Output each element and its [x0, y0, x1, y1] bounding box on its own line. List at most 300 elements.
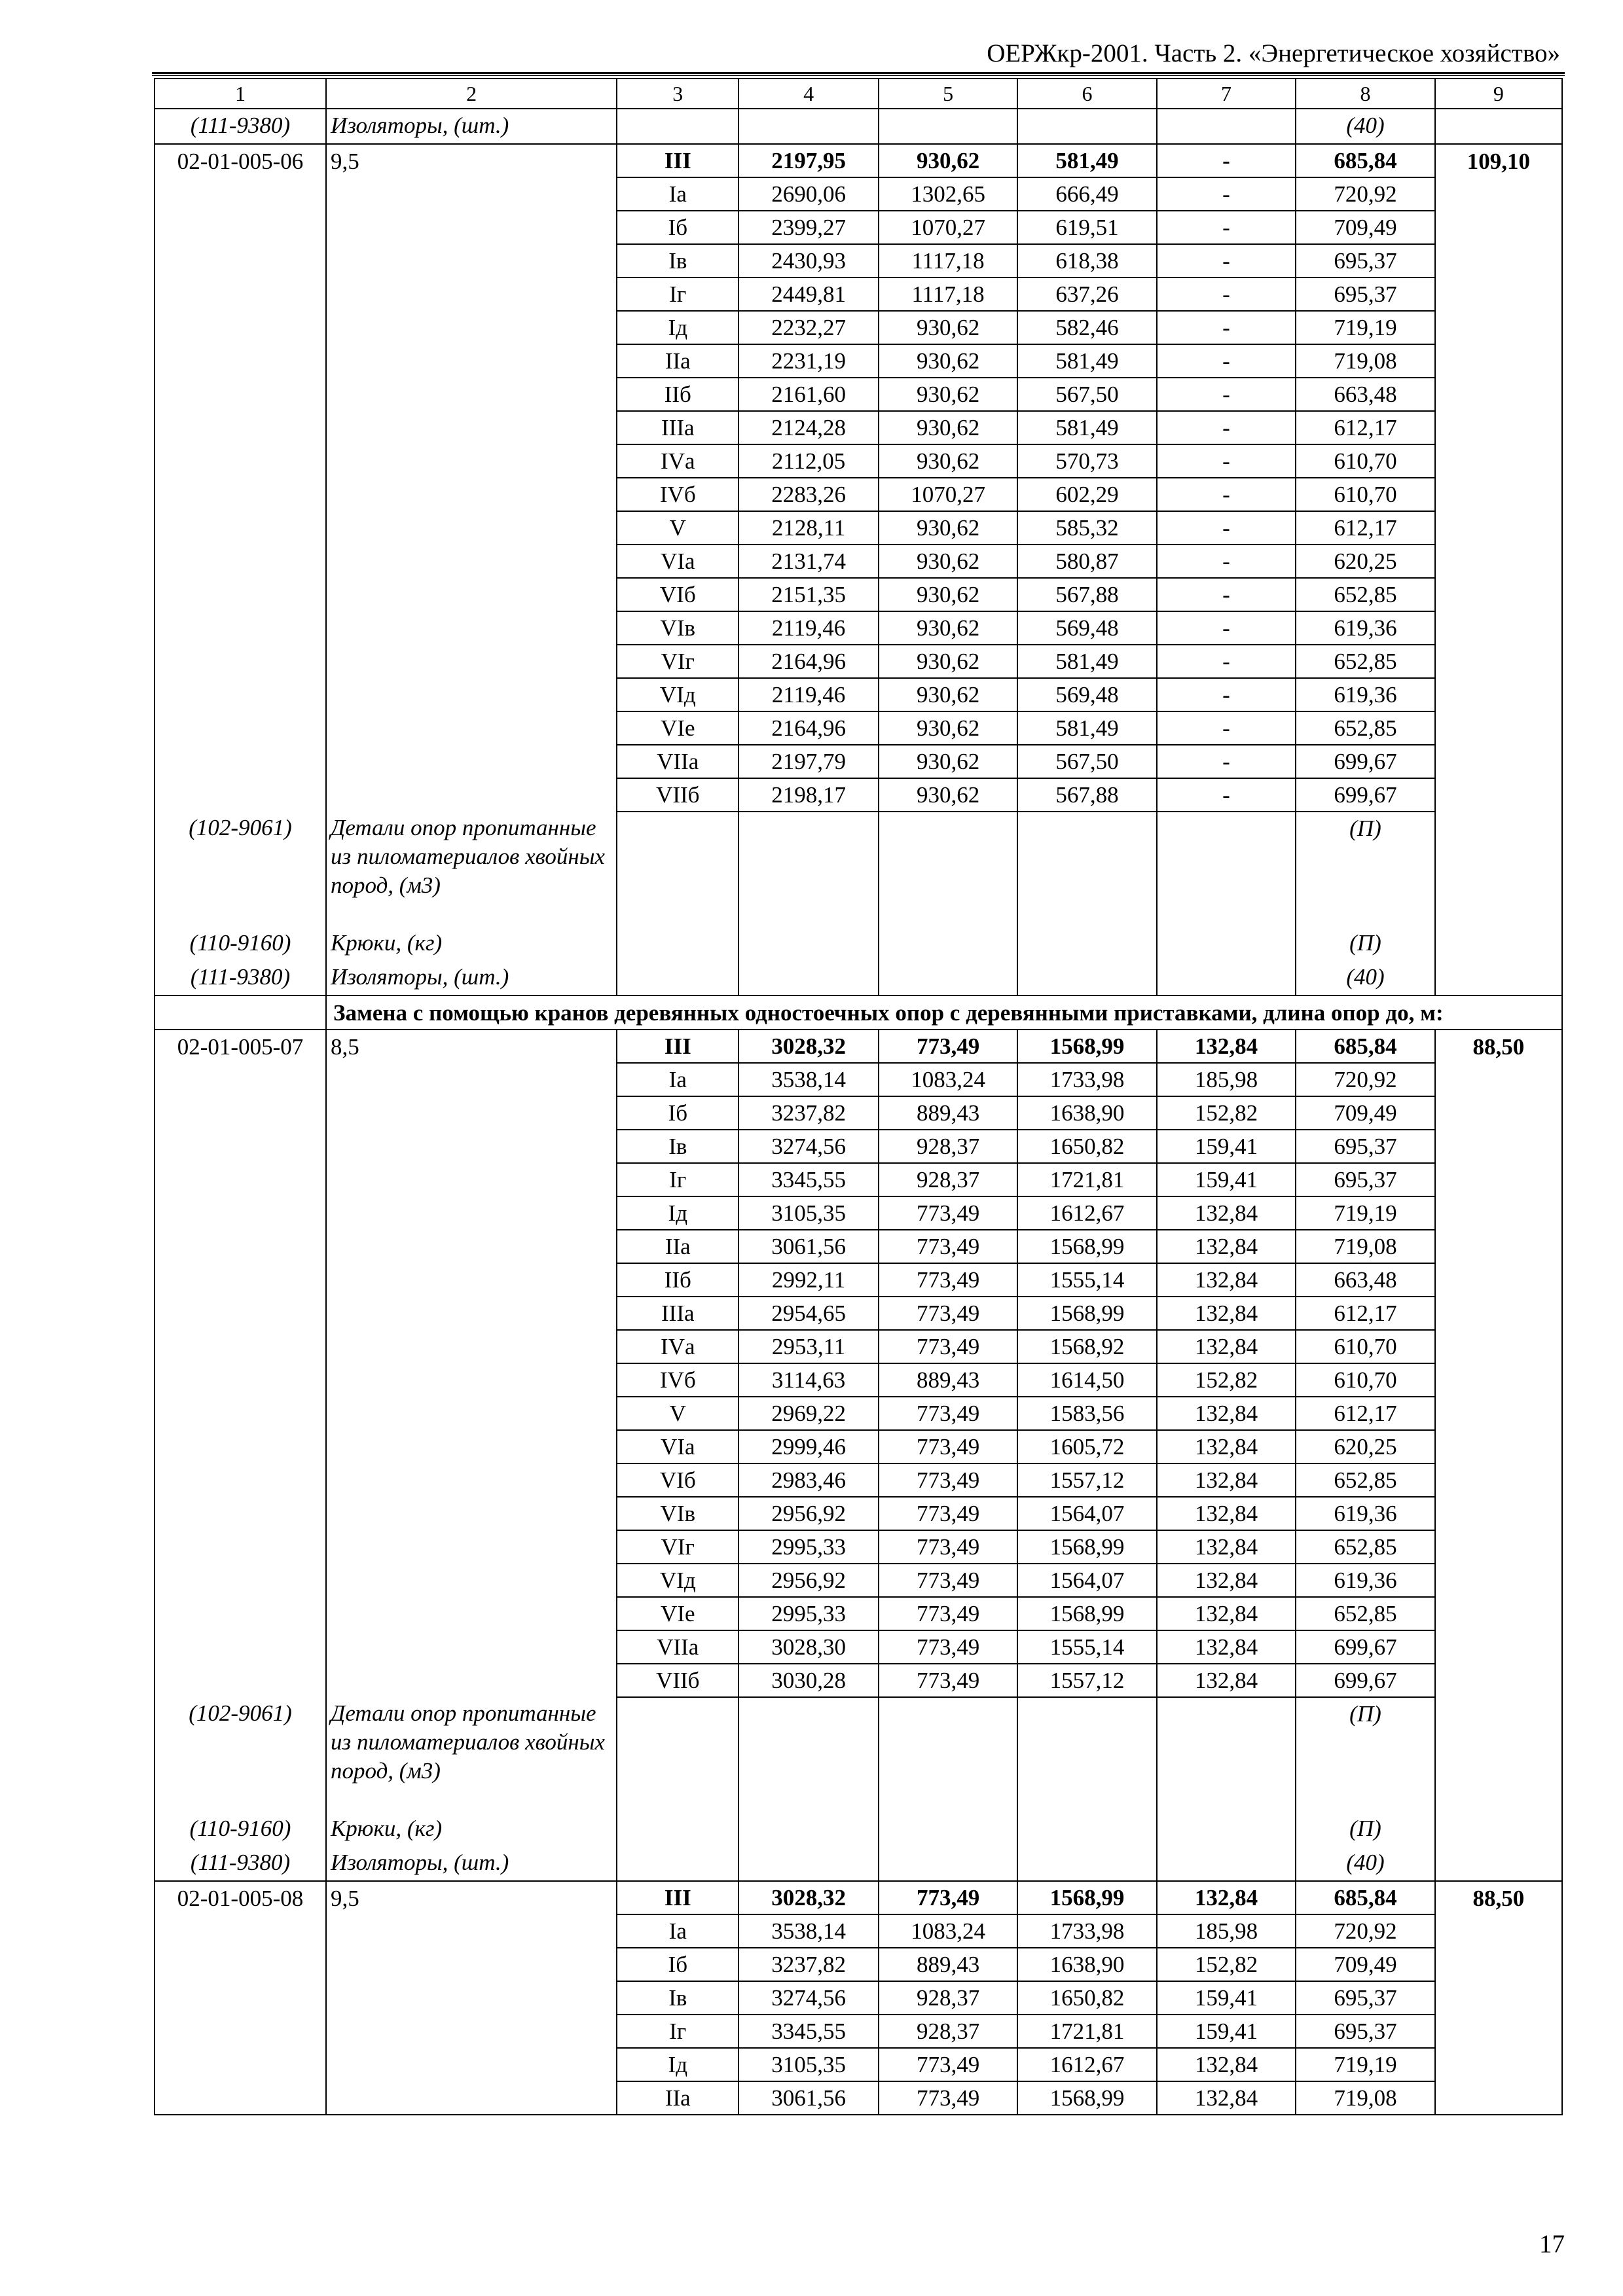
driver-wages: - [1157, 378, 1296, 411]
resource-name: Изоляторы, (шт.) [326, 109, 617, 144]
table-cell [326, 745, 617, 778]
table-cell [739, 109, 878, 144]
table-cell [155, 211, 326, 244]
zone: VIд [617, 1564, 739, 1597]
zone: IIа [617, 1230, 739, 1263]
table-cell [326, 1664, 617, 1697]
resource-code: (111-9380) [155, 1846, 326, 1881]
table-cell [1435, 244, 1562, 278]
direct-costs: 3105,35 [739, 1196, 878, 1230]
zone-row [155, 1463, 1562, 1497]
table-cell [1017, 1846, 1156, 1881]
table-cell [155, 645, 326, 678]
materials-costs: 652,85 [1296, 1597, 1434, 1630]
table-cell [879, 1697, 1017, 1812]
table-cell [155, 411, 326, 444]
labor-costs: 1083,24 [879, 1063, 1017, 1096]
section-heading: Замена с помощью кранов деревянных одностоечных опор с деревянными приставками, длина опор до, м: [326, 996, 1562, 1030]
zone-row [155, 511, 1562, 545]
labor-costs: 1070,27 [879, 211, 1017, 244]
driver-wages: 159,41 [1157, 1981, 1296, 2015]
resource-row [155, 927, 1562, 961]
table-cell [155, 378, 326, 411]
table-cell [326, 1163, 617, 1196]
zone-row [155, 1096, 1562, 1130]
direct-costs: 3105,35 [739, 2048, 878, 2081]
zone-row [155, 578, 1562, 611]
labor-costs: 773,49 [879, 1564, 1017, 1597]
table-cell [1017, 109, 1156, 144]
resource-code: (111-9380) [155, 109, 326, 144]
machine-costs: 569,48 [1017, 678, 1156, 711]
driver-wages: 152,82 [1157, 1948, 1296, 1981]
table-cell [1435, 1263, 1562, 1297]
direct-costs: 2119,46 [739, 611, 878, 645]
resource-quantity: (40) [1296, 961, 1434, 996]
resource-code: (111-9380) [155, 961, 326, 996]
zone: Iб [617, 211, 739, 244]
table-cell [155, 2081, 326, 2115]
direct-costs: 2128,11 [739, 511, 878, 545]
zone-row [155, 311, 1562, 344]
machine-costs: 1721,81 [1017, 2015, 1156, 2048]
labor-costs: 889,43 [879, 1096, 1017, 1130]
zone: VIг [617, 645, 739, 678]
machine-costs: 1733,98 [1017, 1914, 1156, 1948]
table-cell [326, 1397, 617, 1430]
table-cell [155, 778, 326, 812]
materials-costs: 619,36 [1296, 1564, 1434, 1597]
table-cell [155, 545, 326, 578]
direct-costs: 3274,56 [739, 1130, 878, 1163]
table-cell [155, 745, 326, 778]
zone-row [155, 1564, 1562, 1597]
table-cell [155, 344, 326, 378]
machine-costs: 602,29 [1017, 478, 1156, 511]
table-cell [155, 1363, 326, 1397]
table-cell [1435, 1981, 1562, 2015]
labor-costs: 773,49 [879, 1330, 1017, 1363]
pole-length: 8,5 [326, 1030, 617, 1063]
table-cell [1435, 378, 1562, 411]
materials-costs: 612,17 [1296, 1397, 1434, 1430]
table-cell [617, 1697, 739, 1812]
machine-costs: 1638,90 [1017, 1948, 1156, 1981]
materials-costs: 720,92 [1296, 1914, 1434, 1948]
labor-hours: 88,50 [1435, 1030, 1562, 1063]
zone: VIб [617, 578, 739, 611]
table-cell [1017, 927, 1156, 961]
table-cell [155, 1564, 326, 1597]
table-cell [1435, 311, 1562, 344]
table-cell [326, 211, 617, 244]
driver-wages: 152,82 [1157, 1096, 1296, 1130]
labor-costs: 773,49 [879, 1664, 1017, 1697]
labor-costs: 930,62 [879, 511, 1017, 545]
driver-wages: - [1157, 645, 1296, 678]
labor-costs: 773,49 [879, 1230, 1017, 1263]
column-number-row [155, 79, 1562, 109]
machine-costs: 618,38 [1017, 244, 1156, 278]
materials-costs: 699,67 [1296, 1630, 1434, 1664]
resource-name: Изоляторы, (шт.) [326, 961, 617, 996]
driver-wages: 132,84 [1157, 1330, 1296, 1363]
table-cell [155, 511, 326, 545]
resource-row [155, 961, 1562, 996]
column-number: 9 [1435, 79, 1562, 109]
zone: III [617, 1030, 739, 1063]
zone-row [155, 177, 1562, 211]
labor-costs: 930,62 [879, 344, 1017, 378]
table-cell [1435, 645, 1562, 678]
table-cell [1435, 278, 1562, 311]
zone: Iг [617, 2015, 739, 2048]
zone: Iа [617, 1914, 739, 1948]
machine-costs: 567,50 [1017, 745, 1156, 778]
zone: Iа [617, 177, 739, 211]
resource-code: (102-9061) [155, 812, 326, 927]
rate-code: 02-01-005-06 [155, 144, 326, 177]
driver-wages: 132,84 [1157, 1030, 1296, 1063]
materials-costs: 619,36 [1296, 611, 1434, 645]
column-number: 5 [879, 79, 1017, 109]
header-rule-thin [152, 75, 1565, 76]
labor-costs: 773,49 [879, 1430, 1017, 1463]
table-cell [155, 1330, 326, 1363]
driver-wages: - [1157, 545, 1296, 578]
direct-costs: 3061,56 [739, 1230, 878, 1263]
table-cell [1435, 1846, 1562, 1881]
zone-row [155, 611, 1562, 645]
driver-wages: 132,84 [1157, 2048, 1296, 2081]
machine-costs: 1605,72 [1017, 1430, 1156, 1463]
table-cell [739, 1846, 878, 1881]
machine-costs: 1721,81 [1017, 1163, 1156, 1196]
materials-costs: 685,84 [1296, 1030, 1434, 1063]
labor-costs: 1117,18 [879, 244, 1017, 278]
table-cell [1435, 1230, 1562, 1263]
direct-costs: 2954,65 [739, 1297, 878, 1330]
table-cell [1157, 1812, 1296, 1846]
direct-costs: 2151,35 [739, 578, 878, 611]
table-cell [1435, 511, 1562, 545]
resource-row [155, 1697, 1562, 1812]
table-cell [155, 1530, 326, 1564]
resource-row [155, 109, 1562, 144]
resource-name: Детали опор пропитанные из пиломатериалов хвойных пород, (м3) [326, 812, 617, 927]
table-cell [1435, 961, 1562, 996]
zone: IVа [617, 444, 739, 478]
labor-hours: 88,50 [1435, 1881, 1562, 1914]
driver-wages: 132,84 [1157, 1530, 1296, 1564]
zone: IIб [617, 1263, 739, 1297]
labor-costs: 928,37 [879, 1981, 1017, 2015]
direct-costs: 2112,05 [739, 444, 878, 478]
materials-costs: 699,67 [1296, 778, 1434, 812]
table-cell [155, 478, 326, 511]
table-cell [739, 1812, 878, 1846]
table-cell [739, 812, 878, 927]
driver-wages: 132,84 [1157, 1664, 1296, 1697]
table-cell [326, 311, 617, 344]
machine-costs: 1564,07 [1017, 1497, 1156, 1530]
table-cell [326, 378, 617, 411]
labor-costs: 1070,27 [879, 478, 1017, 511]
table-cell [326, 1597, 617, 1630]
table-cell [1435, 1564, 1562, 1597]
zone: IIб [617, 378, 739, 411]
table-cell [326, 278, 617, 311]
materials-costs: 652,85 [1296, 711, 1434, 745]
table-cell [1157, 109, 1296, 144]
table-cell [1157, 1846, 1296, 1881]
zone-row [155, 745, 1562, 778]
labor-costs: 930,62 [879, 745, 1017, 778]
resource-quantity: (П) [1296, 1697, 1434, 1812]
table-cell [1435, 344, 1562, 378]
materials-costs: 620,25 [1296, 1430, 1434, 1463]
table-cell [326, 344, 617, 378]
zone-row [155, 1063, 1562, 1096]
driver-wages: - [1157, 578, 1296, 611]
zone-row [155, 444, 1562, 478]
zone: VIе [617, 711, 739, 745]
table-cell [1157, 961, 1296, 996]
materials-costs: 719,19 [1296, 2048, 1434, 2081]
driver-wages: 132,84 [1157, 1196, 1296, 1230]
table-cell [155, 444, 326, 478]
driver-wages: 132,84 [1157, 1881, 1296, 1914]
table-cell [155, 611, 326, 645]
table-cell [155, 244, 326, 278]
materials-costs: 719,08 [1296, 2081, 1434, 2115]
materials-costs: 685,84 [1296, 1881, 1434, 1914]
machine-costs: 1568,99 [1017, 1881, 1156, 1914]
labor-costs: 773,49 [879, 1297, 1017, 1330]
table-cell [1157, 812, 1296, 927]
driver-wages: 185,98 [1157, 1914, 1296, 1948]
table-cell [1435, 444, 1562, 478]
table-cell [155, 1263, 326, 1297]
labor-costs: 773,49 [879, 1497, 1017, 1530]
materials-costs: 719,19 [1296, 1196, 1434, 1230]
zone-row [155, 545, 1562, 578]
table-cell [617, 812, 739, 927]
materials-costs: 610,70 [1296, 1330, 1434, 1363]
machine-costs: 581,49 [1017, 344, 1156, 378]
zone: IIа [617, 2081, 739, 2115]
zone-row [155, 678, 1562, 711]
table-cell [155, 1063, 326, 1096]
labor-costs: 773,49 [879, 1463, 1017, 1497]
table-cell [326, 1463, 617, 1497]
zone-row [155, 1230, 1562, 1263]
driver-wages: 132,84 [1157, 1430, 1296, 1463]
direct-costs: 2995,33 [739, 1597, 878, 1630]
driver-wages: - [1157, 211, 1296, 244]
column-number: 6 [1017, 79, 1156, 109]
zone: IVа [617, 1330, 739, 1363]
table-cell [326, 1914, 617, 1948]
direct-costs: 2197,95 [739, 144, 878, 177]
resource-row [155, 812, 1562, 927]
table-cell [326, 1263, 617, 1297]
machine-costs: 1568,99 [1017, 2081, 1156, 2115]
table-cell [1435, 1697, 1562, 1812]
table-cell [1435, 2048, 1562, 2081]
table-cell [1435, 1130, 1562, 1163]
direct-costs: 2231,19 [739, 344, 878, 378]
table-cell [326, 1630, 617, 1664]
direct-costs: 2399,27 [739, 211, 878, 244]
labor-costs: 1302,65 [879, 177, 1017, 211]
table-cell [1435, 1597, 1562, 1630]
section-heading-row [155, 996, 1562, 1030]
table-cell [1435, 1812, 1562, 1846]
driver-wages: - [1157, 478, 1296, 511]
machine-costs: 1568,92 [1017, 1330, 1156, 1363]
materials-costs: 620,25 [1296, 545, 1434, 578]
direct-costs: 2956,92 [739, 1497, 878, 1530]
direct-costs: 2124,28 [739, 411, 878, 444]
table-cell [1435, 1096, 1562, 1130]
materials-costs: 720,92 [1296, 177, 1434, 211]
labor-costs: 773,49 [879, 1397, 1017, 1430]
zone: Iг [617, 1163, 739, 1196]
table-cell [326, 1230, 617, 1263]
machine-costs: 1555,14 [1017, 1263, 1156, 1297]
driver-wages: 132,84 [1157, 2081, 1296, 2115]
table-cell [155, 711, 326, 745]
zone-row [155, 1497, 1562, 1530]
table-cell [326, 1096, 617, 1130]
zone: Iв [617, 1130, 739, 1163]
machine-costs: 580,87 [1017, 545, 1156, 578]
labor-costs: 930,62 [879, 378, 1017, 411]
labor-costs: 928,37 [879, 1130, 1017, 1163]
labor-costs: 889,43 [879, 1948, 1017, 1981]
zone: VIв [617, 1497, 739, 1530]
machine-costs: 581,49 [1017, 711, 1156, 745]
column-number: 7 [1157, 79, 1296, 109]
table-cell [155, 1914, 326, 1948]
materials-costs: 695,37 [1296, 1163, 1434, 1196]
zone: V [617, 511, 739, 545]
labor-costs: 773,49 [879, 1030, 1017, 1063]
table-cell [155, 1630, 326, 1664]
table-cell [326, 1130, 617, 1163]
table-cell [1435, 1196, 1562, 1230]
driver-wages: 132,84 [1157, 1230, 1296, 1263]
table-cell [1435, 2081, 1562, 2115]
labor-costs: 930,62 [879, 711, 1017, 745]
table-cell [1435, 578, 1562, 611]
machine-costs: 1568,99 [1017, 1030, 1156, 1063]
materials-costs: 695,37 [1296, 2015, 1434, 2048]
table-cell [879, 927, 1017, 961]
materials-costs: 695,37 [1296, 1981, 1434, 2015]
zone: Iд [617, 2048, 739, 2081]
driver-wages: 132,84 [1157, 1263, 1296, 1297]
table-cell [155, 1196, 326, 1230]
driver-wages: 132,84 [1157, 1497, 1296, 1530]
table-cell [879, 1846, 1017, 1881]
table-cell [1435, 109, 1562, 144]
materials-costs: 652,85 [1296, 1463, 1434, 1497]
table-cell [326, 2015, 617, 2048]
machine-costs: 570,73 [1017, 444, 1156, 478]
table-cell [155, 1163, 326, 1196]
labor-costs: 930,62 [879, 311, 1017, 344]
zone-row [155, 1914, 1562, 1948]
materials-costs: 612,17 [1296, 411, 1434, 444]
table-cell [326, 1981, 617, 2015]
table-cell [326, 2048, 617, 2081]
table-cell [326, 511, 617, 545]
machine-costs: 1564,07 [1017, 1564, 1156, 1597]
table-cell [1435, 745, 1562, 778]
table-cell [1435, 1330, 1562, 1363]
labor-costs: 928,37 [879, 2015, 1017, 2048]
zone: Iб [617, 1948, 739, 1981]
materials-costs: 699,67 [1296, 745, 1434, 778]
zone-row [155, 778, 1562, 812]
zone: Iв [617, 1981, 739, 2015]
zone: III [617, 144, 739, 177]
zone-row [155, 244, 1562, 278]
table-cell [326, 478, 617, 511]
column-number: 4 [739, 79, 878, 109]
table-cell [326, 2081, 617, 2115]
table-cell [155, 1297, 326, 1330]
column-number: 8 [1296, 79, 1434, 109]
materials-costs: 652,85 [1296, 645, 1434, 678]
labor-costs: 930,62 [879, 678, 1017, 711]
machine-costs: 581,49 [1017, 144, 1156, 177]
driver-wages: 159,41 [1157, 2015, 1296, 2048]
table-cell [155, 1664, 326, 1697]
table-cell [155, 311, 326, 344]
table-cell [326, 1430, 617, 1463]
table-cell [879, 961, 1017, 996]
materials-costs: 709,49 [1296, 1948, 1434, 1981]
machine-costs: 582,46 [1017, 311, 1156, 344]
table-cell [155, 1230, 326, 1263]
labor-costs: 773,49 [879, 1530, 1017, 1564]
table-cell [1435, 545, 1562, 578]
table-cell [1435, 678, 1562, 711]
table-cell [155, 1497, 326, 1530]
table-cell [155, 678, 326, 711]
table-cell [879, 109, 1017, 144]
page-number: 17 [1539, 2230, 1565, 2258]
zone: IIIа [617, 411, 739, 444]
pole-length: 9,5 [326, 144, 617, 177]
table-cell [326, 711, 617, 745]
machine-costs: 569,48 [1017, 611, 1156, 645]
table-cell [155, 1430, 326, 1463]
direct-costs: 3061,56 [739, 2081, 878, 2115]
materials-costs: 695,37 [1296, 1130, 1434, 1163]
resource-row [155, 1812, 1562, 1846]
running-header: ОЕРЖкр-2001. Часть 2. «Энергетическое хозяйство» [987, 39, 1560, 67]
zone-row [155, 378, 1562, 411]
resource-quantity: (П) [1296, 927, 1434, 961]
table-cell [326, 177, 617, 211]
resource-quantity: (40) [1296, 109, 1434, 144]
zone-row [155, 478, 1562, 511]
resource-code: (102-9061) [155, 1697, 326, 1812]
